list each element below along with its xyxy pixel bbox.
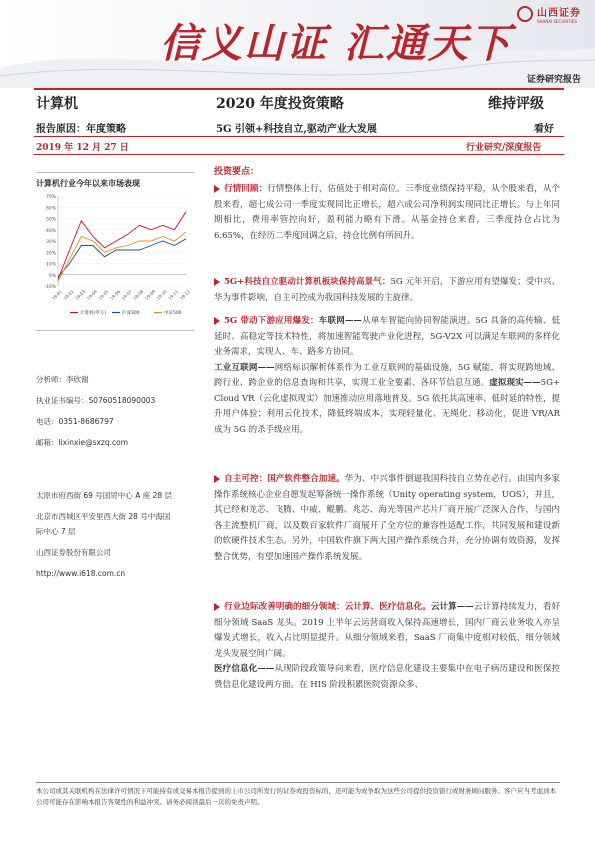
subpoint-heading: 工业互联网——	[214, 362, 275, 373]
x-tick-label: 19-11	[167, 288, 180, 302]
rating-value: 看好	[534, 124, 554, 135]
x-tick-label: 19-06	[109, 288, 122, 302]
banner-slogan: 信义山证 汇通天下	[160, 20, 512, 67]
y-tick-label: 10%	[45, 262, 56, 268]
logo-name-en: SHANXI SECURITIES	[537, 19, 577, 24]
x-tick-label: 19-04	[85, 288, 98, 302]
title-top-rule	[34, 88, 564, 90]
chart-svg	[36, 190, 194, 320]
point-self-reliance	[214, 472, 560, 565]
bullet-icon	[214, 603, 220, 611]
address-taiyuan: 太原市府西街 69 号国贸中心 A 座 28 层	[36, 491, 173, 500]
company-address	[36, 488, 196, 581]
point-heading: 自主可控：国产软件整合加速。	[224, 474, 345, 484]
x-tick-label: 19-09	[143, 288, 157, 302]
analyst-info	[36, 372, 155, 450]
point-body: 5G+ Cloud VR（云化虚拟现实）加速推动应用落地普及。5G 依托其高速率、低时延的特性，提升用户体验；利用云化技术，降低终端成本，实现轻量化、无绳化、移动化，促进 VR/AR 成为 5G 的杀手级应用。	[214, 378, 560, 435]
title-bottom-rule	[34, 154, 564, 155]
subpoint-heading: 医疗信息化——	[214, 664, 275, 674]
point-body: 5G 元年开启，下游应用有望爆发；受中兴、华为事件影响，自主可控成为我国科技发展的主旋律。	[214, 277, 560, 303]
rating-label: 维持评级	[488, 96, 544, 112]
x-tick-label: 19-08	[132, 288, 145, 302]
company-website[interactable]: http://www.i618.com.cn	[36, 569, 126, 578]
chart-bottom-rule	[36, 330, 194, 331]
x-tick-label: 19-03	[74, 288, 87, 302]
market-performance-chart	[36, 190, 194, 320]
bullet-icon	[214, 475, 220, 483]
point-body: 从单车智能向协同智能演进。5G 具备的高传输、低延时、高稳定等技术特性，将加速智能驾驶产业化进程，5G-V2X 可以满足车联网的多样化业务需求，实现人、车、路多方协同。	[214, 316, 560, 357]
point-segments	[214, 600, 560, 693]
x-tick-label: 19-10	[155, 288, 168, 302]
legend-label: 中证500	[164, 311, 182, 316]
address-beijing: 北京市西城区平安里西大街 28 号中海国	[36, 512, 171, 521]
analyst-email: 邮箱：lixinxie@sxzq.com	[36, 438, 129, 447]
analyst-certificate: 执业证书编号：S0760518090003	[36, 396, 156, 405]
analyst-phone: 电话：0351-8686797	[36, 417, 114, 426]
y-tick-label: 20%	[45, 251, 56, 257]
point-5g-tech	[214, 275, 560, 306]
point-5g-applications	[214, 314, 560, 438]
chart-title: 计算机行业今年以来市场表现	[36, 179, 140, 188]
report-reason: 报告原因：年度策略	[36, 124, 126, 135]
bullet-icon	[214, 317, 220, 325]
point-body: 从现阶段政策导向来看，医疗信息化建设主要集中在电子病历建设和医保控费信息化建设两方面。在 HIS 阶段积累医院资源众多、	[214, 664, 560, 690]
point-market-review	[214, 182, 560, 244]
point-heading: 5G+科技自立驱动计算机板块保持高景气：	[224, 277, 391, 287]
x-tick-label: 19-07	[120, 288, 133, 302]
point-body: 网络标识解析体系作为工业互联网的基础设施，5G 赋能，将实现跨地域、跨行业、跨企业的信息查询和共享，实现工业全要素、各环节信息互通。	[214, 362, 560, 388]
legend-label: 计算机(申万)	[80, 311, 107, 316]
subpoint-heading: 云计算——	[430, 602, 474, 612]
x-tick-label: 19-05	[97, 288, 110, 302]
industry-name: 计算机	[36, 96, 78, 112]
point-heading: 行业边际改善明确的细分领域：云计算、医疗信息化。	[224, 602, 431, 612]
subpoint-heading: 虚拟现实——	[489, 378, 541, 388]
company-name: 山西证券股份有限公司	[36, 548, 111, 557]
y-tick-label: 70%	[45, 195, 56, 200]
x-tick-label: 19-01	[50, 288, 64, 302]
point-heading: 行情回顾：	[224, 184, 268, 194]
company-logo	[517, 4, 581, 24]
analyst-name: 分析师：李欣谢	[36, 375, 89, 384]
chart-top-rule	[36, 172, 194, 173]
bullet-icon	[214, 185, 220, 193]
series-line	[58, 212, 186, 279]
point-heading: 5G 带动下游应用爆发：	[224, 316, 319, 326]
footer-disclaimer: 本公司或其关联机构在法律许可情况下可能持有或交易本报告提到的上市公司所发行的证券或投资标的，还可能为或争取为这些公司提供投资银行或财务顾问服务。客户应当考虑到本公司可能存在影响本报告客观性的利益冲突。请务必阅读最后一页的免责声明。	[36, 787, 556, 806]
report-title: 2020 年度投资策略	[216, 96, 344, 112]
logo-mark-icon	[517, 6, 533, 22]
report-category: 行业研究/深度报告	[466, 143, 542, 153]
title-mid-rule	[34, 136, 564, 137]
bullet-icon	[214, 278, 220, 286]
y-tick-label: -10%	[44, 285, 56, 290]
report-date: 2019 年 12 月 27 日	[36, 143, 129, 153]
point-body: 行情整体上行，估值处于相对高位。三季度业绩保持平稳，从个股来看，从个股来看，超七成公司一季度实现同比正增长，超六成公司净利润实现同比正增长。与上年同期相比，费用率管控向好，盈利能力略有下滑。从基金持仓来看，三季度持仓占比为 6.65%，在经历二季度回调之后，持仓比例有所回升。	[214, 184, 560, 241]
y-tick-label: 60%	[45, 206, 56, 212]
y-tick-label: 0%	[48, 273, 56, 279]
report-type-tag: 证券研究报告	[526, 75, 581, 85]
point-body: 华为、中兴事件倒逼我国科技自立势在必行。由国内多家操作系统核心企业自愿发起筹备统一操作系统（Unity operating system，UOS），并且，其已经和龙芯、飞腾、中威、鲲鹏、兆芯、海光等国产芯片厂商开展广泛深入合作，与国内各主流整机厂商，以及数百家软件厂商展开了全方位的兼容性适配工作，共同发展和建设新的软硬件技术生态。另外，中国软件旗下两大国产操作系统合并，充分协调有效资源，发挥整合优势，有望加速国产操作系统发展。	[214, 474, 560, 562]
y-tick-label: 40%	[45, 228, 56, 234]
logo-name-cn: 山西证券	[537, 8, 581, 19]
x-tick-label: 19-02	[62, 288, 75, 302]
y-tick-label: 50%	[45, 217, 56, 223]
footer-rule	[36, 782, 560, 783]
legend-label: 沪深300	[122, 311, 140, 316]
point-body: 云计算持续发力，看好细分领域 SaaS 龙头。2019 上半年云运营商收入保持高速增长，国内厂商云业务收入亦呈爆发式增长，收入占比明显提升。从细分领域来看，SaaS 厂商集中度相对较低，细分领域龙头发展空间广阔。	[214, 602, 560, 659]
series-line	[58, 232, 186, 282]
address-beijing-cont: 际中心 7 层	[36, 527, 76, 536]
report-subtitle: 5G 引领+科技自立,驱动产业大发展	[216, 124, 377, 135]
x-tick-label: 19-12	[178, 288, 192, 302]
y-tick-label: 30%	[45, 240, 56, 245]
subpoint-heading: 车联网——	[318, 316, 362, 326]
investment-points-title: 投资要点：	[214, 167, 260, 177]
header-banner	[0, 0, 595, 88]
